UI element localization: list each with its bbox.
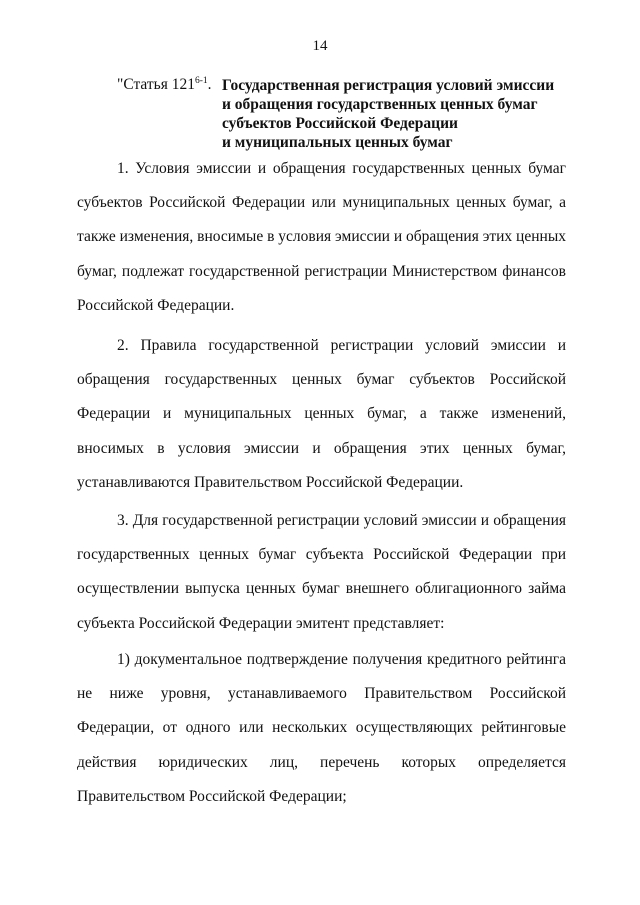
page-number: 14 <box>312 38 328 54</box>
body-paragraph-2-block <box>77 329 566 500</box>
article-number-superscript: 6-1 <box>195 76 208 86</box>
body-paragraph-1-block <box>77 152 566 323</box>
body-paragraph: 1) документальное подтверждение получения кредитного рейтинга не ниже уровня, устанавливаемого Правительством Российской Федерации, от одного или нескольких осуществляющих рейтинговые действия юридических лиц, перечень которых определяется Правительством Российской Федерации; <box>77 651 566 805</box>
article-title <box>222 76 562 152</box>
article-title-line: и обращения государственных ценных бумаг <box>222 96 538 113</box>
body-paragraph: 3. Для государственной регистрации условий эмиссии и обращения государственных ценных бумаг субъекта Российской Федерации при осуществлении выпуска ценных бумаг внешнего облигационного займа субъекта Российской Федерации эмитент представляет: <box>77 512 566 632</box>
article-title-line: и муниципальных ценных бумаг <box>222 134 453 151</box>
body-paragraph-4-block <box>77 643 566 814</box>
body-paragraph-3-block <box>77 504 566 641</box>
body-paragraph: 1. Условия эмиссии и обращения государственных ценных бумаг субъектов Российской Федерации или муниципальных ценных бумаг, а также изменения, вносимые в условия эмиссии и обращения этих ценных бумаг, подлежат государственной регистрации Министерством финансов Российской Федерации. <box>77 160 566 314</box>
article-title-line: субъектов Российской Федерации <box>222 115 458 132</box>
article-label <box>117 76 212 94</box>
body-paragraph: 2. Правила государственной регистрации условий эмиссии и обращения государственных ценных бумаг субъектов Российской Федерации и муниципальных ценных бумаг, а также изменений, вносимых в условия эмиссии и обращения этих ценных бумаг, устанавливаются Правительством Российской Федерации. <box>77 337 566 491</box>
article-label-prefix: "Статья 121 <box>117 76 195 93</box>
article-title-line: Государственная регистрация условий эмиссии <box>222 77 555 94</box>
article-label-suffix: . <box>207 76 212 93</box>
